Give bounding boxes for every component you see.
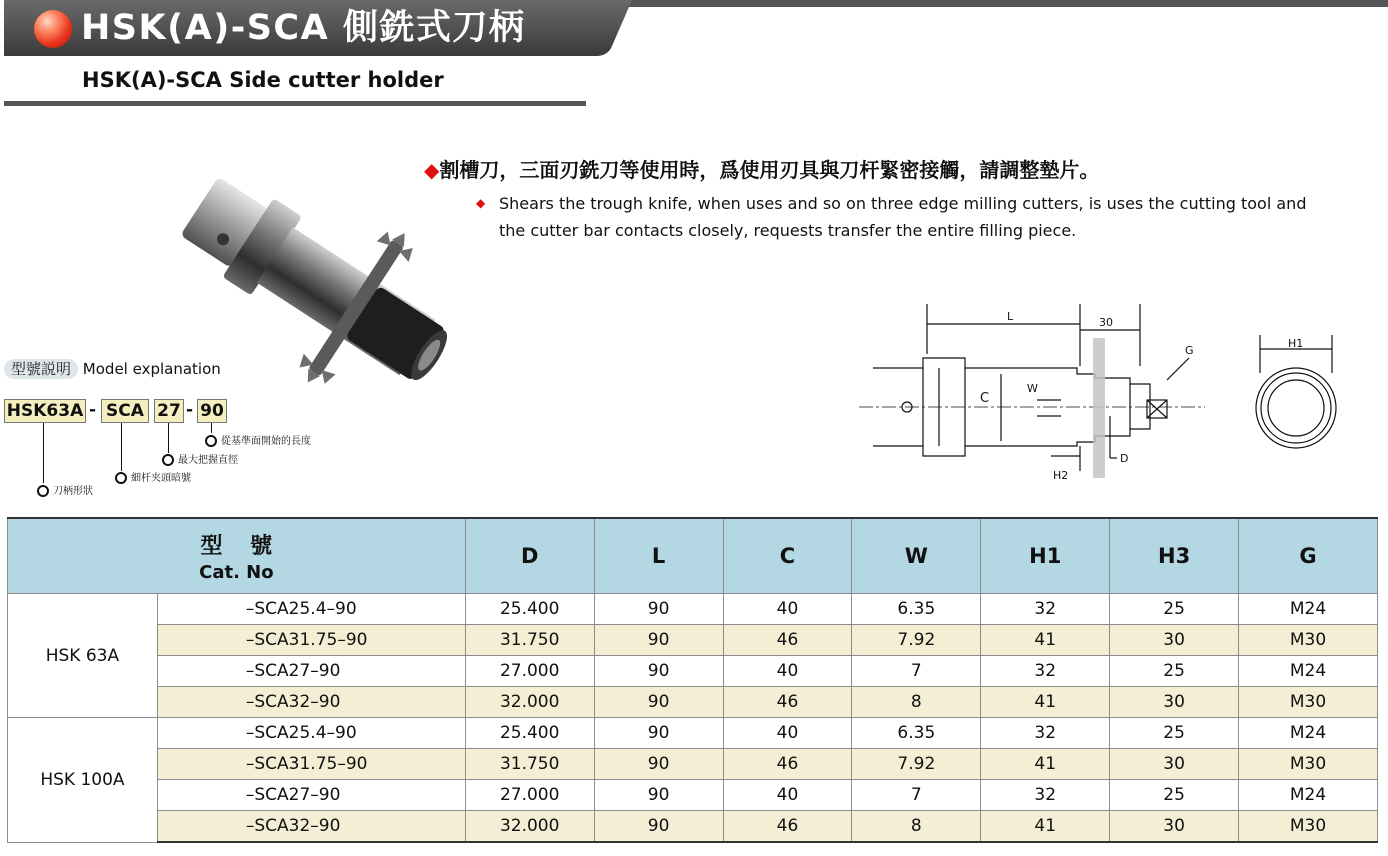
circle-marker-icon (162, 454, 174, 466)
note-english-text: Shears the trough knife, when uses and so on three edge milling cutters, is uses the cutting tool and the cutter bar contacts closely, requests transfer the entire filling piece. (499, 194, 1307, 240)
page-title: HSK(A)-SCA 側銑式刀柄 (81, 8, 526, 48)
end-view-drawing (1250, 333, 1346, 449)
cat-no-cell: –SCA25.4–90 (157, 594, 465, 625)
value-cell: M24 (1239, 718, 1378, 749)
title-banner (4, 0, 632, 56)
model-part-diameter: 27 (154, 399, 184, 423)
value-cell: 30 (1110, 811, 1239, 843)
value-cell: M30 (1239, 749, 1378, 780)
note-chinese-text: 割槽刀，三面刃銑刀等使用時，爲使用刃具與刀杆緊密接觸，請調整墊片。 (439, 158, 1100, 182)
value-cell: 46 (723, 625, 852, 656)
value-cell: 32 (981, 594, 1110, 625)
value-cell: 32 (981, 656, 1110, 687)
dim-label-30: 30 (1099, 316, 1113, 329)
header-h3: H3 (1110, 518, 1239, 594)
cat-no-cell: –SCA32–90 (157, 811, 465, 843)
leader-line (43, 423, 44, 483)
value-cell: 41 (981, 625, 1110, 656)
cat-no-cell: –SCA31.75–90 (157, 625, 465, 656)
header-d: D (465, 518, 594, 594)
dim-label-h2: H2 (1053, 469, 1069, 482)
header-h1: H1 (981, 518, 1110, 594)
red-ball-icon (34, 10, 72, 48)
header-c: C (723, 518, 852, 594)
annotation-length: 從基準面開始的長度 (205, 432, 311, 447)
value-cell: M30 (1239, 687, 1378, 718)
value-cell: M30 (1239, 625, 1378, 656)
value-cell: M30 (1239, 811, 1378, 843)
model-explanation-label (4, 358, 221, 379)
value-cell: 90 (594, 718, 723, 749)
note-chinese (424, 154, 1099, 183)
value-cell: 41 (981, 811, 1110, 843)
product-photo (150, 160, 520, 440)
value-cell: 90 (594, 594, 723, 625)
cat-no-cell: –SCA25.4–90 (157, 718, 465, 749)
table-row (8, 594, 1378, 625)
dim-label-l: L (1007, 310, 1014, 323)
model-separator: - (89, 400, 97, 420)
circle-marker-icon (205, 435, 217, 447)
value-cell: 40 (723, 780, 852, 811)
circle-marker-icon (37, 485, 49, 497)
table-header-row (8, 518, 1378, 594)
value-cell: 90 (594, 687, 723, 718)
value-cell: M24 (1239, 656, 1378, 687)
header-g: G (1239, 518, 1378, 594)
value-cell: 30 (1110, 625, 1239, 656)
value-cell: 46 (723, 811, 852, 843)
value-cell: 41 (981, 749, 1110, 780)
table-row (8, 780, 1378, 811)
table-row (8, 625, 1378, 656)
value-cell: 8 (852, 687, 981, 718)
annotation-diameter: 最大把握直徑 (162, 451, 238, 466)
value-cell: 7.92 (852, 749, 981, 780)
cat-no-cell: –SCA32–90 (157, 687, 465, 718)
top-rule (600, 0, 1388, 7)
annotation-shank: 刀柄形狀 (37, 482, 93, 497)
value-cell: 32 (981, 718, 1110, 749)
value-cell: 31.750 (465, 625, 594, 656)
cat-no-cell: –SCA27–90 (157, 780, 465, 811)
value-cell: 25 (1110, 780, 1239, 811)
annotation-collet: 細杆夹頭暗號 (115, 469, 191, 484)
value-cell: 7 (852, 656, 981, 687)
value-cell: 46 (723, 687, 852, 718)
value-cell: 25 (1110, 656, 1239, 687)
leader-line (121, 423, 122, 471)
value-cell: 25.400 (465, 718, 594, 749)
value-cell: 27.000 (465, 656, 594, 687)
value-cell: 8 (852, 811, 981, 843)
value-cell: 32 (981, 780, 1110, 811)
spec-table (7, 517, 1378, 843)
value-cell: 6.35 (852, 594, 981, 625)
value-cell: 40 (723, 594, 852, 625)
value-cell: 25.400 (465, 594, 594, 625)
cat-no-cell: –SCA27–90 (157, 656, 465, 687)
value-cell: 7 (852, 780, 981, 811)
group-name-cell: HSK 63A (8, 594, 158, 718)
model-part-length: 90 (197, 399, 227, 423)
model-separator: - (186, 400, 194, 420)
dim-label-w: W (1027, 382, 1038, 395)
table-row (8, 811, 1378, 843)
value-cell: 41 (981, 687, 1110, 718)
table-body (8, 594, 1378, 843)
value-cell: 90 (594, 625, 723, 656)
diamond-bullet-icon: ◆ (476, 196, 486, 210)
dim-label-d: D (1120, 452, 1129, 465)
value-cell: 31.750 (465, 749, 594, 780)
value-cell: 25 (1110, 594, 1239, 625)
header-w: W (852, 518, 981, 594)
dim-label-h1: H1 (1288, 337, 1304, 350)
model-explanation-zh: 型號説明 (4, 359, 78, 379)
value-cell: 32.000 (465, 811, 594, 843)
value-cell: 25 (1110, 718, 1239, 749)
model-part-collet: SCA (101, 399, 149, 423)
group-name-cell: HSK 100A (8, 718, 158, 843)
header-l: L (594, 518, 723, 594)
table-row (8, 656, 1378, 687)
value-cell: 6.35 (852, 718, 981, 749)
model-part-shank: HSK63A (4, 399, 86, 423)
circle-marker-icon (115, 472, 127, 484)
table-row (8, 749, 1378, 780)
value-cell: 40 (723, 718, 852, 749)
value-cell: M24 (1239, 594, 1378, 625)
diamond-bullet-icon: ◆ (424, 158, 440, 182)
dim-label-c: C (980, 391, 990, 406)
value-cell: 40 (723, 656, 852, 687)
value-cell: 32.000 (465, 687, 594, 718)
value-cell: 27.000 (465, 780, 594, 811)
value-cell: 90 (594, 749, 723, 780)
value-cell: 90 (594, 656, 723, 687)
dim-label-g: G (1185, 344, 1194, 357)
note-english (476, 190, 1336, 244)
value-cell: M24 (1239, 780, 1378, 811)
value-cell: 30 (1110, 749, 1239, 780)
table-row (8, 687, 1378, 718)
technical-drawing (855, 296, 1215, 496)
value-cell: 7.92 (852, 625, 981, 656)
value-cell: 46 (723, 749, 852, 780)
leader-line (168, 423, 169, 453)
cat-no-cell: –SCA31.75–90 (157, 749, 465, 780)
model-explanation-en: Model explanation (82, 360, 221, 378)
value-cell: 30 (1110, 687, 1239, 718)
table-row (8, 718, 1378, 749)
page-subtitle: HSK(A)-SCA Side cutter holder (82, 68, 444, 92)
value-cell: 90 (594, 780, 723, 811)
subtitle-rule (4, 101, 586, 106)
header-cat-no: 型 號 Cat. No (8, 518, 466, 594)
value-cell: 90 (594, 811, 723, 843)
